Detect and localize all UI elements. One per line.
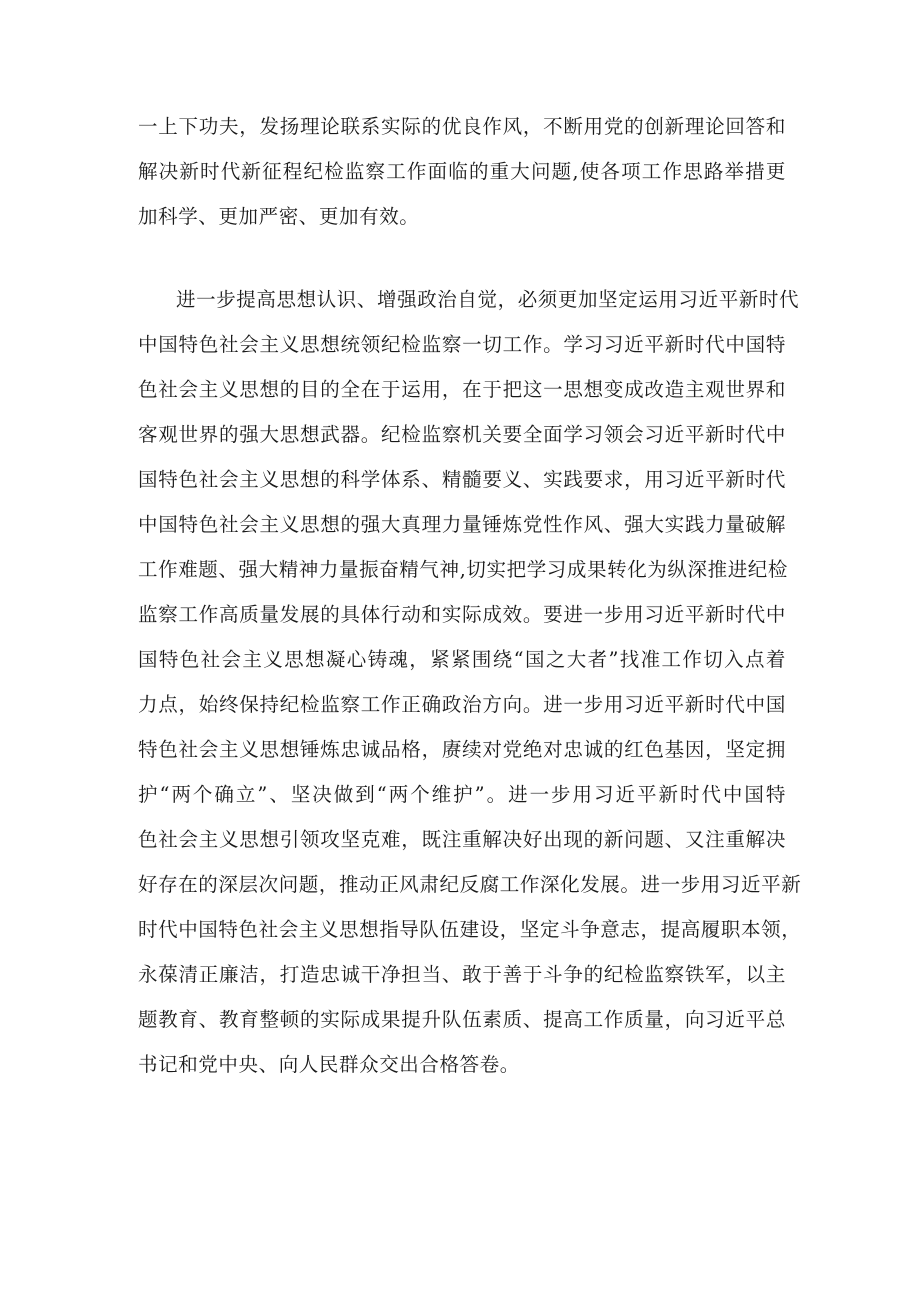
paragraph-2-line-8: 监察工作高质量发展的具体行动和实际成效。要进一步用习近平新时代中 [138,603,786,626]
paragraph-2-line-3: 色社会主义思想的目的全在于运用，在于把这一思想变成改造主观世界和 [138,378,786,401]
paragraph-2-line-18: 书记和党中央、向人民群众交出合格答卷。 [138,1053,520,1076]
paragraph-2-line-17: 题教育、教育整顿的实际成果提升队伍素质、提高工作质量，向习近平总 [138,1008,786,1031]
paragraph-2-line-5: 国特色社会主义思想的科学体系、精髓要义、实践要求，用习近平新时代 [138,468,786,491]
paragraph-2-line-11: 特色社会主义思想锤炼忠诚品格，赓续对党绝对忠诚的红色基因，坚定拥 [138,738,786,761]
paragraph-2-line-9: 国特色社会主义思想凝心铸魂，紧紧围绕“国之大者”找准工作切入点着 [138,648,786,671]
paragraph-2-line-2: 中国特色社会主义思想统领纪检监察一切工作。学习习近平新时代中国特 [138,333,786,356]
paragraph-2-line-12: 护“两个确立”、坚决做到“两个维护”。进一步用习近平新时代中国特 [138,783,786,806]
paragraph-2-line-7: 工作难题、强大精神力量振奋精气神,切实把学习成果转化为纵深推进纪检 [138,558,788,581]
paragraph-1-line-2: 解决新时代新征程纪检监察工作面临的重大问题,使各项工作思路举措更 [138,160,786,183]
paragraph-2-line-1: 进一步提高思想认识、增强政治自觉，必须更加坚定运用习近平新时代 [176,288,800,311]
paragraph-2-line-13: 色社会主义思想引领攻坚克难，既注重解决好出现的新问题、又注重解决 [138,828,786,851]
paragraph-2-line-15: 时代中国特色社会主义思想指导队伍建设，坚定斗争意志，提高履职本领， [138,918,802,941]
paragraph-2-line-6: 中国特色社会主义思想的强大真理力量锤炼党性作风、强大实践力量破解 [138,513,786,536]
paragraph-1-line-3: 加科学、更加严密、更加有效。 [138,205,420,228]
paragraph-2-line-10: 力点，始终保持纪检监察工作正确政治方向。进一步用习近平新时代中国 [138,693,786,716]
paragraph-1-line-1: 一上下功夫，发扬理论联系实际的优良作风，不断用党的创新理论回答和 [138,115,786,138]
paragraph-2-line-14: 好存在的深层次问题，推动正风肃纪反腐工作深化发展。进一步用习近平新 [138,873,802,896]
paragraph-2-line-4: 客观世界的强大思想武器。纪检监察机关要全面学习领会习近平新时代中 [138,423,786,446]
paragraph-2-line-16: 永葆清正廉洁，打造忠诚干净担当、敢于善于斗争的纪检监察铁军，以主 [138,963,786,986]
